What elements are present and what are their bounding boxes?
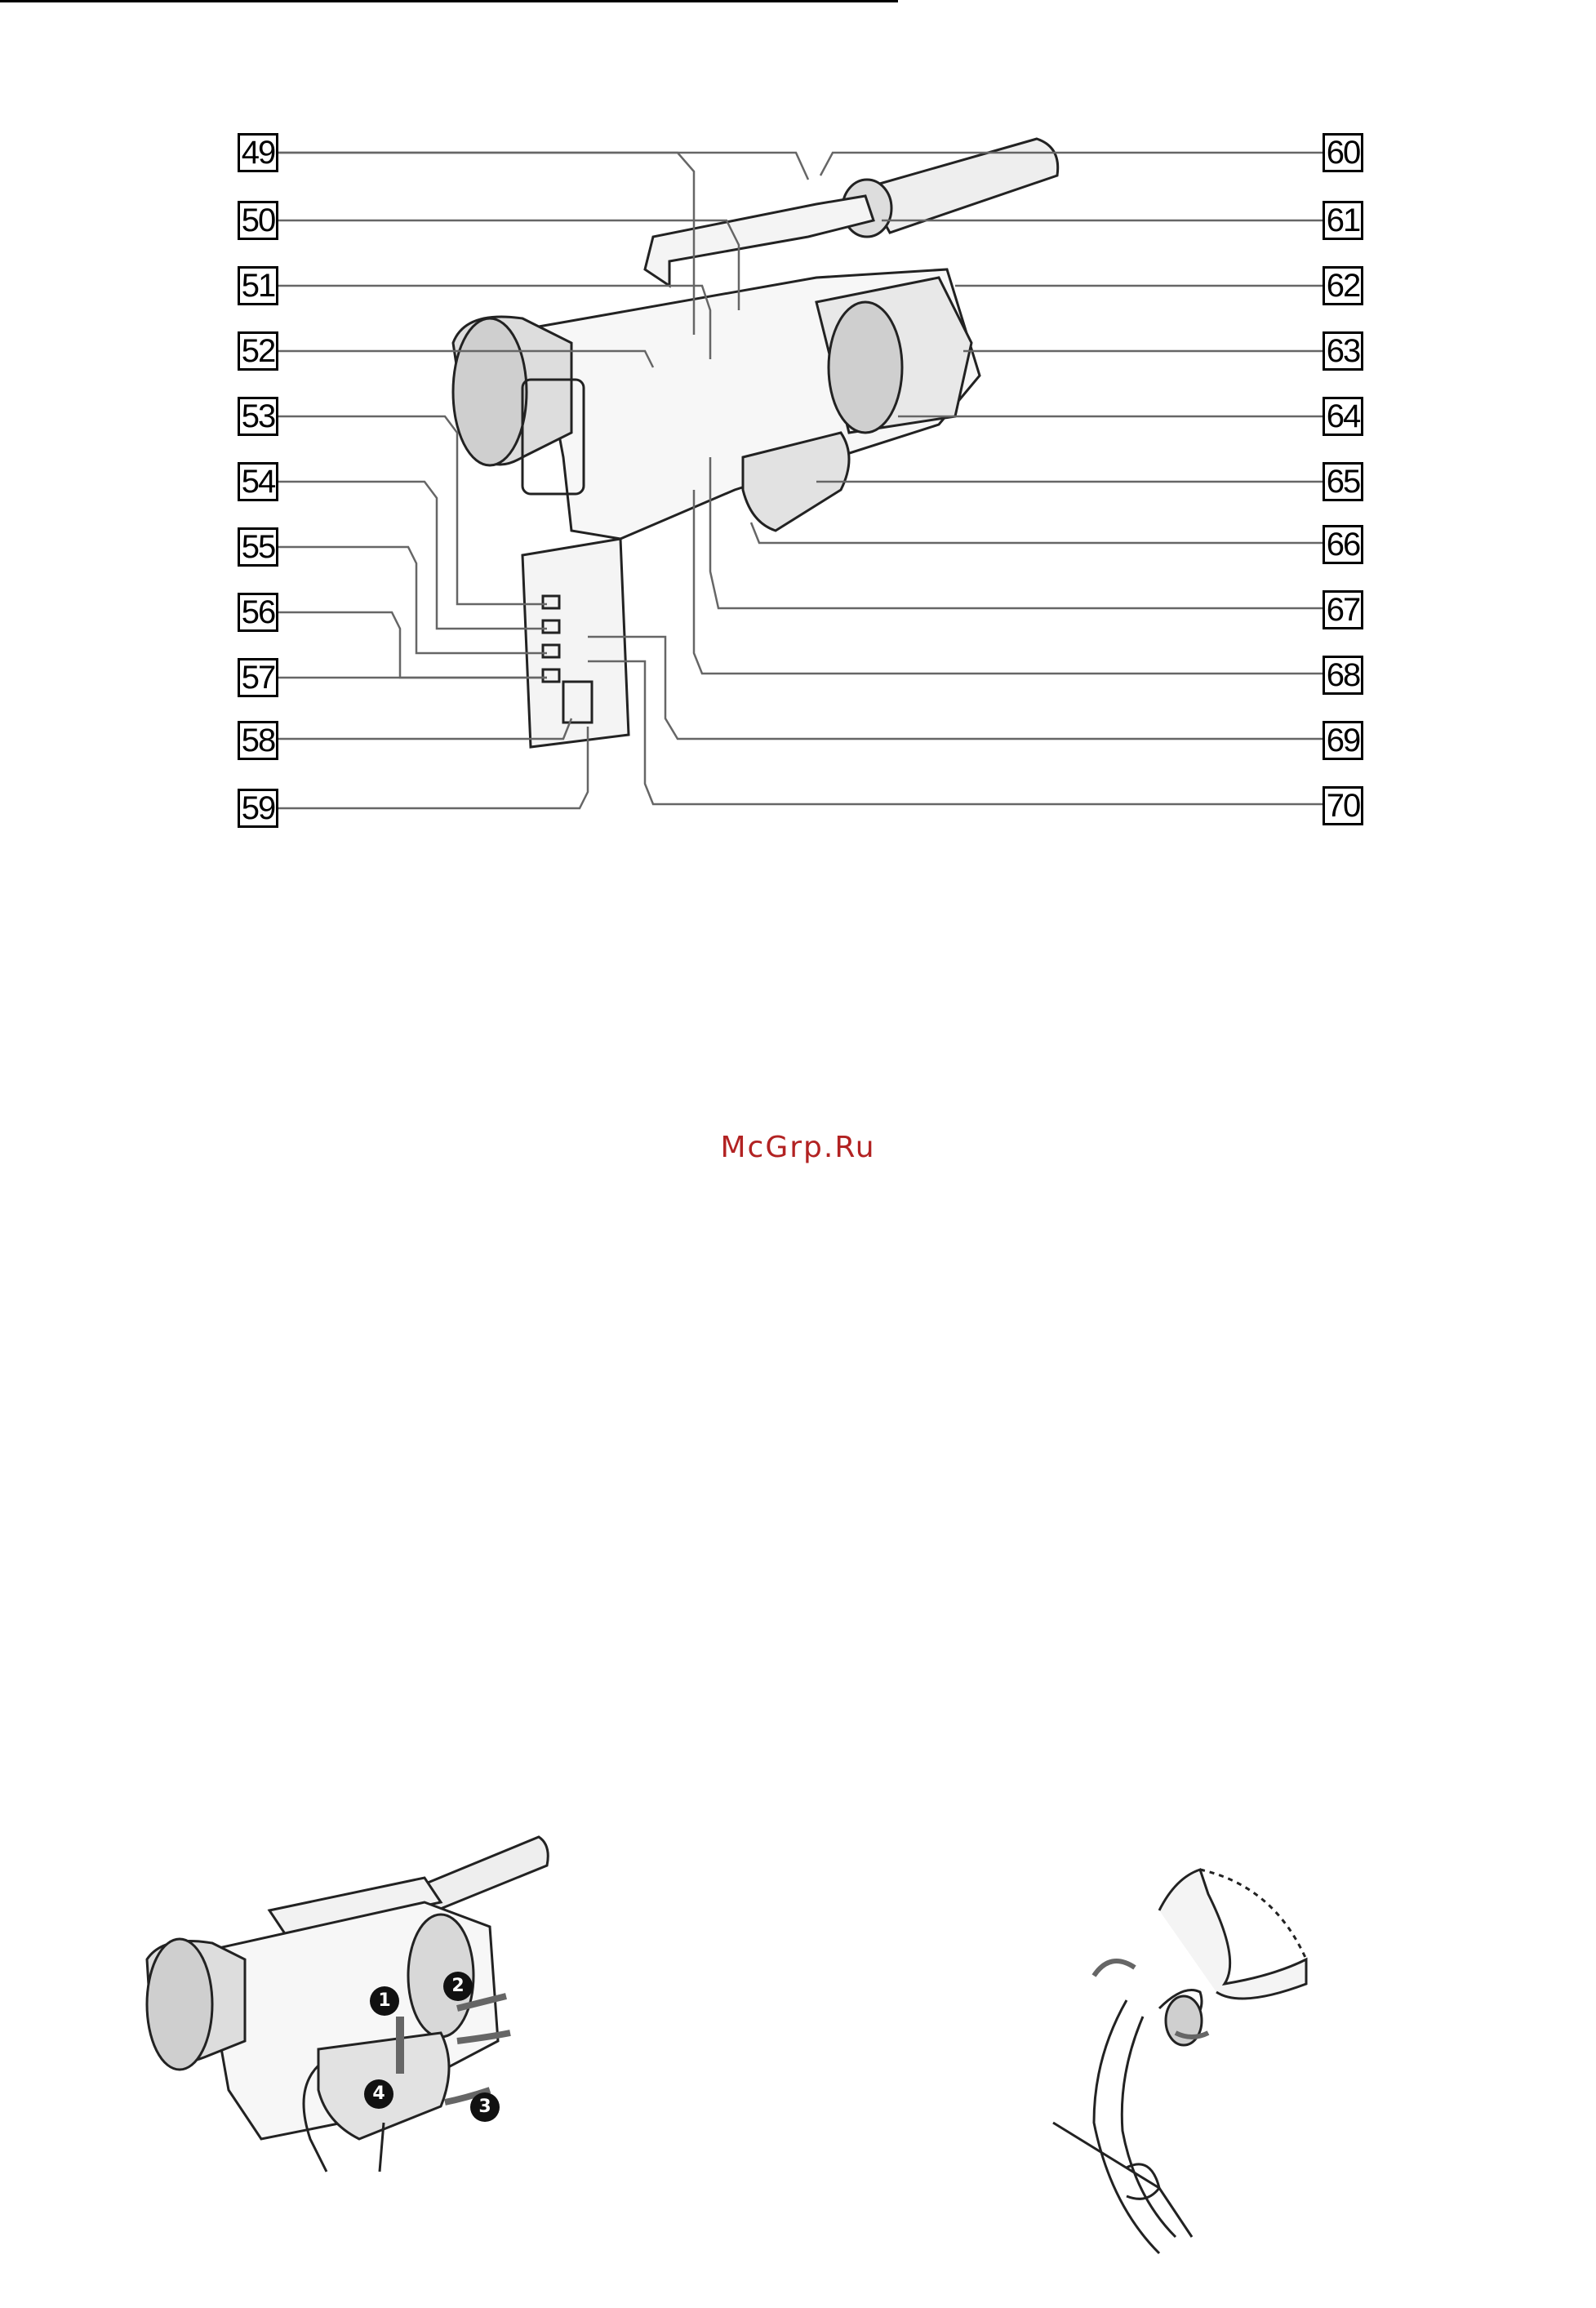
grip-step-1-label: 1 <box>378 1990 391 2011</box>
callout-49: 49 <box>238 133 278 172</box>
callout-59: 59 <box>238 789 278 828</box>
callout-70: 70 <box>1323 786 1363 825</box>
callout-58: 58 <box>238 721 278 760</box>
callout-60: 60 <box>1323 133 1363 172</box>
grip-step-4-label: 4 <box>372 2083 385 2104</box>
callout-62: 62 <box>1323 266 1363 305</box>
grip-step-3-label: 3 <box>478 2097 491 2117</box>
callout-63: 63 <box>1323 331 1363 371</box>
callout-51: 51 <box>238 266 278 305</box>
callout-61: 61 <box>1323 201 1363 240</box>
callout-69: 69 <box>1323 721 1363 760</box>
watermark: McGrp.Ru <box>720 1131 876 1164</box>
callout-64: 64 <box>1323 397 1363 436</box>
callout-50: 50 <box>238 201 278 240</box>
callout-65: 65 <box>1323 462 1363 501</box>
callout-54: 54 <box>238 462 278 501</box>
callout-66: 66 <box>1323 525 1363 564</box>
callout-57: 57 <box>238 658 278 697</box>
callout-53: 53 <box>238 397 278 436</box>
grip-step-2-label: 2 <box>451 1976 465 1996</box>
callout-56: 56 <box>238 593 278 632</box>
callout-55: 55 <box>238 527 278 567</box>
callout-68: 68 <box>1323 656 1363 695</box>
callout-52: 52 <box>238 331 278 371</box>
callout-67: 67 <box>1323 590 1363 629</box>
